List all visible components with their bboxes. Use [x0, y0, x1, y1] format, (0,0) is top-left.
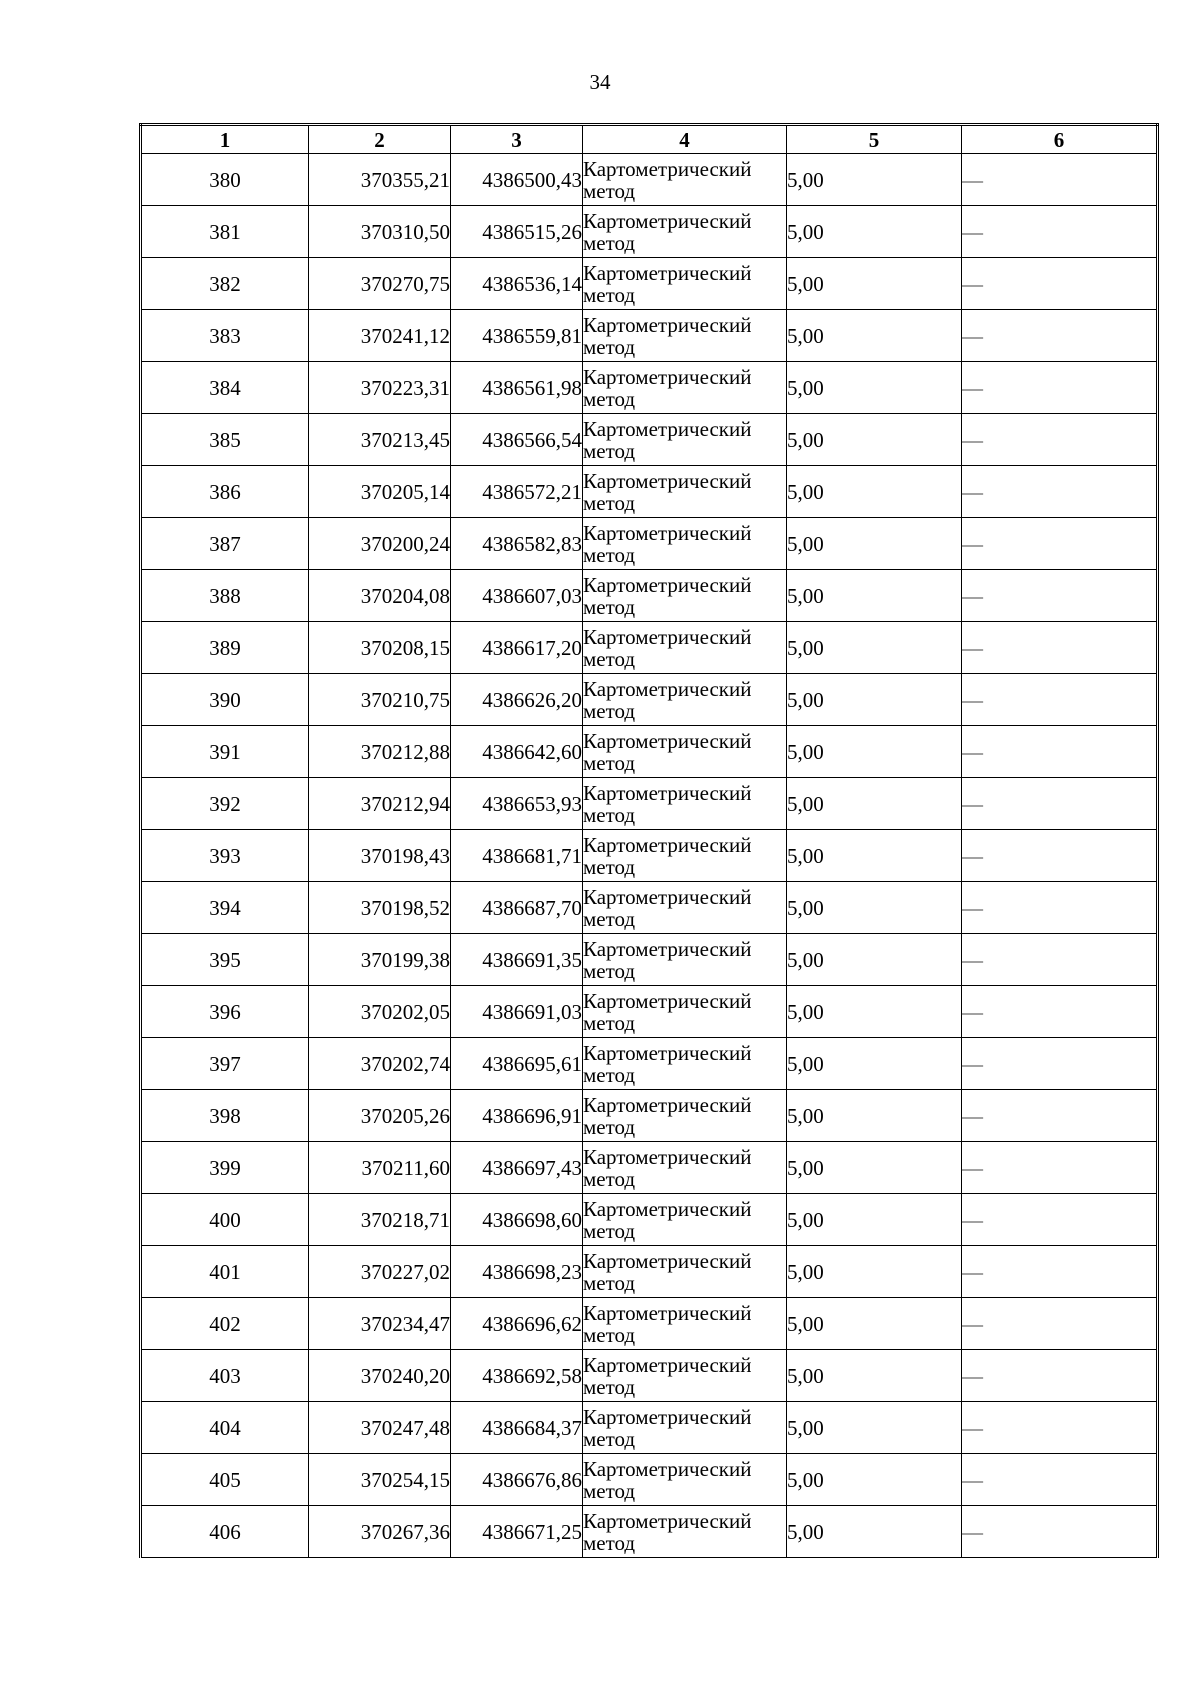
table-row [141, 1298, 1158, 1350]
header-row [141, 125, 1158, 154]
note-cell: — [962, 1298, 1158, 1350]
accuracy-cell: 5,00 [787, 882, 962, 934]
method-cell: Картометрический метод [583, 258, 787, 310]
x-coordinate-cell: 370212,94 [309, 778, 451, 830]
note-cell: — [962, 1142, 1158, 1194]
table-row [141, 154, 1158, 206]
header-col-2: 2 [309, 125, 451, 154]
header-col-4: 4 [583, 125, 787, 154]
method-cell: Картометрический метод [583, 726, 787, 778]
point-number-cell: 392 [141, 778, 309, 830]
note-cell: — [962, 622, 1158, 674]
method-cell: Картометрический метод [583, 1090, 787, 1142]
note-cell: — [962, 154, 1158, 206]
coordinates-table [139, 123, 1159, 1558]
y-coordinate-cell: 4386536,14 [451, 258, 583, 310]
x-coordinate-cell: 370254,15 [309, 1454, 451, 1506]
point-number-cell: 380 [141, 154, 309, 206]
accuracy-cell: 5,00 [787, 362, 962, 414]
note-cell: — [962, 206, 1158, 258]
table-row [141, 622, 1158, 674]
accuracy-cell: 5,00 [787, 934, 962, 986]
y-coordinate-cell: 4386687,70 [451, 882, 583, 934]
x-coordinate-cell: 370223,31 [309, 362, 451, 414]
y-coordinate-cell: 4386617,20 [451, 622, 583, 674]
y-coordinate-cell: 4386626,20 [451, 674, 583, 726]
note-cell: — [962, 1402, 1158, 1454]
point-number-cell: 388 [141, 570, 309, 622]
point-number-cell: 395 [141, 934, 309, 986]
accuracy-cell: 5,00 [787, 1090, 962, 1142]
table-row [141, 1194, 1158, 1246]
y-coordinate-cell: 4386559,81 [451, 310, 583, 362]
table-row [141, 726, 1158, 778]
accuracy-cell: 5,00 [787, 518, 962, 570]
point-number-cell: 399 [141, 1142, 309, 1194]
y-coordinate-cell: 4386691,35 [451, 934, 583, 986]
accuracy-cell: 5,00 [787, 778, 962, 830]
accuracy-cell: 5,00 [787, 570, 962, 622]
note-cell: — [962, 986, 1158, 1038]
accuracy-cell: 5,00 [787, 1298, 962, 1350]
point-number-cell: 404 [141, 1402, 309, 1454]
x-coordinate-cell: 370210,75 [309, 674, 451, 726]
method-cell: Картометрический метод [583, 1454, 787, 1506]
y-coordinate-cell: 4386515,26 [451, 206, 583, 258]
note-cell: — [962, 362, 1158, 414]
accuracy-cell: 5,00 [787, 414, 962, 466]
accuracy-cell: 5,00 [787, 830, 962, 882]
point-number-cell: 396 [141, 986, 309, 1038]
accuracy-cell: 5,00 [787, 1506, 962, 1558]
x-coordinate-cell: 370204,08 [309, 570, 451, 622]
note-cell: — [962, 882, 1158, 934]
point-number-cell: 387 [141, 518, 309, 570]
point-number-cell: 393 [141, 830, 309, 882]
table-row [141, 1454, 1158, 1506]
method-cell: Картометрический метод [583, 1298, 787, 1350]
y-coordinate-cell: 4386681,71 [451, 830, 583, 882]
note-cell: — [962, 1038, 1158, 1090]
note-cell: — [962, 570, 1158, 622]
method-cell: Картометрический метод [583, 206, 787, 258]
accuracy-cell: 5,00 [787, 466, 962, 518]
x-coordinate-cell: 370310,50 [309, 206, 451, 258]
point-number-cell: 384 [141, 362, 309, 414]
y-coordinate-cell: 4386696,62 [451, 1298, 583, 1350]
table-row [141, 1350, 1158, 1402]
table-row [141, 206, 1158, 258]
x-coordinate-cell: 370213,45 [309, 414, 451, 466]
accuracy-cell: 5,00 [787, 1454, 962, 1506]
y-coordinate-cell: 4386607,03 [451, 570, 583, 622]
y-coordinate-cell: 4386572,21 [451, 466, 583, 518]
method-cell: Картометрический метод [583, 362, 787, 414]
y-coordinate-cell: 4386695,61 [451, 1038, 583, 1090]
method-cell: Картометрический метод [583, 466, 787, 518]
x-coordinate-cell: 370198,52 [309, 882, 451, 934]
method-cell: Картометрический метод [583, 154, 787, 206]
table-row [141, 362, 1158, 414]
method-cell: Картометрический метод [583, 414, 787, 466]
header-col-1: 1 [141, 125, 309, 154]
table-row [141, 1506, 1158, 1558]
point-number-cell: 402 [141, 1298, 309, 1350]
accuracy-cell: 5,00 [787, 154, 962, 206]
method-cell: Картометрический метод [583, 622, 787, 674]
x-coordinate-cell: 370227,02 [309, 1246, 451, 1298]
note-cell: — [962, 466, 1158, 518]
table-row [141, 518, 1158, 570]
y-coordinate-cell: 4386692,58 [451, 1350, 583, 1402]
y-coordinate-cell: 4386653,93 [451, 778, 583, 830]
y-coordinate-cell: 4386582,83 [451, 518, 583, 570]
x-coordinate-cell: 370234,47 [309, 1298, 451, 1350]
x-coordinate-cell: 370202,05 [309, 986, 451, 1038]
accuracy-cell: 5,00 [787, 622, 962, 674]
method-cell: Картометрический метод [583, 1038, 787, 1090]
x-coordinate-cell: 370211,60 [309, 1142, 451, 1194]
note-cell: — [962, 1090, 1158, 1142]
note-cell: — [962, 310, 1158, 362]
table-row [141, 778, 1158, 830]
point-number-cell: 405 [141, 1454, 309, 1506]
point-number-cell: 398 [141, 1090, 309, 1142]
x-coordinate-cell: 370200,24 [309, 518, 451, 570]
method-cell: Картометрический метод [583, 570, 787, 622]
accuracy-cell: 5,00 [787, 1194, 962, 1246]
accuracy-cell: 5,00 [787, 1038, 962, 1090]
table-row [141, 310, 1158, 362]
note-cell: — [962, 1194, 1158, 1246]
method-cell: Картометрический метод [583, 1194, 787, 1246]
method-cell: Картометрический метод [583, 934, 787, 986]
y-coordinate-cell: 4386642,60 [451, 726, 583, 778]
y-coordinate-cell: 4386500,43 [451, 154, 583, 206]
method-cell: Картометрический метод [583, 986, 787, 1038]
method-cell: Картометрический метод [583, 830, 787, 882]
note-cell: — [962, 674, 1158, 726]
table-row [141, 1090, 1158, 1142]
table-header [141, 125, 1158, 154]
y-coordinate-cell: 4386671,25 [451, 1506, 583, 1558]
y-coordinate-cell: 4386697,43 [451, 1142, 583, 1194]
note-cell: — [962, 778, 1158, 830]
table-row [141, 414, 1158, 466]
y-coordinate-cell: 4386696,91 [451, 1090, 583, 1142]
table-row [141, 570, 1158, 622]
accuracy-cell: 5,00 [787, 1246, 962, 1298]
method-cell: Картометрический метод [583, 1142, 787, 1194]
point-number-cell: 386 [141, 466, 309, 518]
method-cell: Картометрический метод [583, 518, 787, 570]
x-coordinate-cell: 370355,21 [309, 154, 451, 206]
point-number-cell: 382 [141, 258, 309, 310]
y-coordinate-cell: 4386561,98 [451, 362, 583, 414]
note-cell: — [962, 414, 1158, 466]
accuracy-cell: 5,00 [787, 674, 962, 726]
note-cell: — [962, 518, 1158, 570]
x-coordinate-cell: 370241,12 [309, 310, 451, 362]
x-coordinate-cell: 370202,74 [309, 1038, 451, 1090]
method-cell: Картометрический метод [583, 310, 787, 362]
table-row [141, 258, 1158, 310]
x-coordinate-cell: 370212,88 [309, 726, 451, 778]
note-cell: — [962, 1350, 1158, 1402]
x-coordinate-cell: 370240,20 [309, 1350, 451, 1402]
point-number-cell: 383 [141, 310, 309, 362]
x-coordinate-cell: 370218,71 [309, 1194, 451, 1246]
note-cell: — [962, 726, 1158, 778]
accuracy-cell: 5,00 [787, 986, 962, 1038]
method-cell: Картометрический метод [583, 1350, 787, 1402]
point-number-cell: 397 [141, 1038, 309, 1090]
x-coordinate-cell: 370198,43 [309, 830, 451, 882]
x-coordinate-cell: 370205,26 [309, 1090, 451, 1142]
table-row [141, 830, 1158, 882]
method-cell: Картометрический метод [583, 882, 787, 934]
point-number-cell: 406 [141, 1506, 309, 1558]
y-coordinate-cell: 4386566,54 [451, 414, 583, 466]
accuracy-cell: 5,00 [787, 1142, 962, 1194]
accuracy-cell: 5,00 [787, 258, 962, 310]
y-coordinate-cell: 4386676,86 [451, 1454, 583, 1506]
method-cell: Картометрический метод [583, 778, 787, 830]
header-col-3: 3 [451, 125, 583, 154]
table-row [141, 466, 1158, 518]
table-row [141, 1246, 1158, 1298]
note-cell: — [962, 1506, 1158, 1558]
note-cell: — [962, 258, 1158, 310]
x-coordinate-cell: 370205,14 [309, 466, 451, 518]
table-row [141, 1402, 1158, 1454]
header-col-5: 5 [787, 125, 962, 154]
accuracy-cell: 5,00 [787, 1350, 962, 1402]
method-cell: Картометрический метод [583, 674, 787, 726]
point-number-cell: 391 [141, 726, 309, 778]
header-col-6: 6 [962, 125, 1158, 154]
method-cell: Картометрический метод [583, 1402, 787, 1454]
point-number-cell: 394 [141, 882, 309, 934]
y-coordinate-cell: 4386698,23 [451, 1246, 583, 1298]
table-body [141, 154, 1158, 1558]
x-coordinate-cell: 370270,75 [309, 258, 451, 310]
x-coordinate-cell: 370267,36 [309, 1506, 451, 1558]
accuracy-cell: 5,00 [787, 1402, 962, 1454]
accuracy-cell: 5,00 [787, 310, 962, 362]
point-number-cell: 400 [141, 1194, 309, 1246]
x-coordinate-cell: 370199,38 [309, 934, 451, 986]
note-cell: — [962, 934, 1158, 986]
point-number-cell: 403 [141, 1350, 309, 1402]
table-row [141, 1142, 1158, 1194]
method-cell: Картометрический метод [583, 1506, 787, 1558]
y-coordinate-cell: 4386698,60 [451, 1194, 583, 1246]
table-row [141, 934, 1158, 986]
note-cell: — [962, 1246, 1158, 1298]
table-row [141, 986, 1158, 1038]
note-cell: — [962, 1454, 1158, 1506]
point-number-cell: 389 [141, 622, 309, 674]
table-row [141, 674, 1158, 726]
point-number-cell: 381 [141, 206, 309, 258]
x-coordinate-cell: 370247,48 [309, 1402, 451, 1454]
y-coordinate-cell: 4386684,37 [451, 1402, 583, 1454]
point-number-cell: 385 [141, 414, 309, 466]
point-number-cell: 401 [141, 1246, 309, 1298]
page-number: 34 [589, 70, 611, 94]
note-cell: — [962, 830, 1158, 882]
table-row [141, 882, 1158, 934]
x-coordinate-cell: 370208,15 [309, 622, 451, 674]
table-row [141, 1038, 1158, 1090]
point-number-cell: 390 [141, 674, 309, 726]
accuracy-cell: 5,00 [787, 726, 962, 778]
y-coordinate-cell: 4386691,03 [451, 986, 583, 1038]
accuracy-cell: 5,00 [787, 206, 962, 258]
method-cell: Картометрический метод [583, 1246, 787, 1298]
